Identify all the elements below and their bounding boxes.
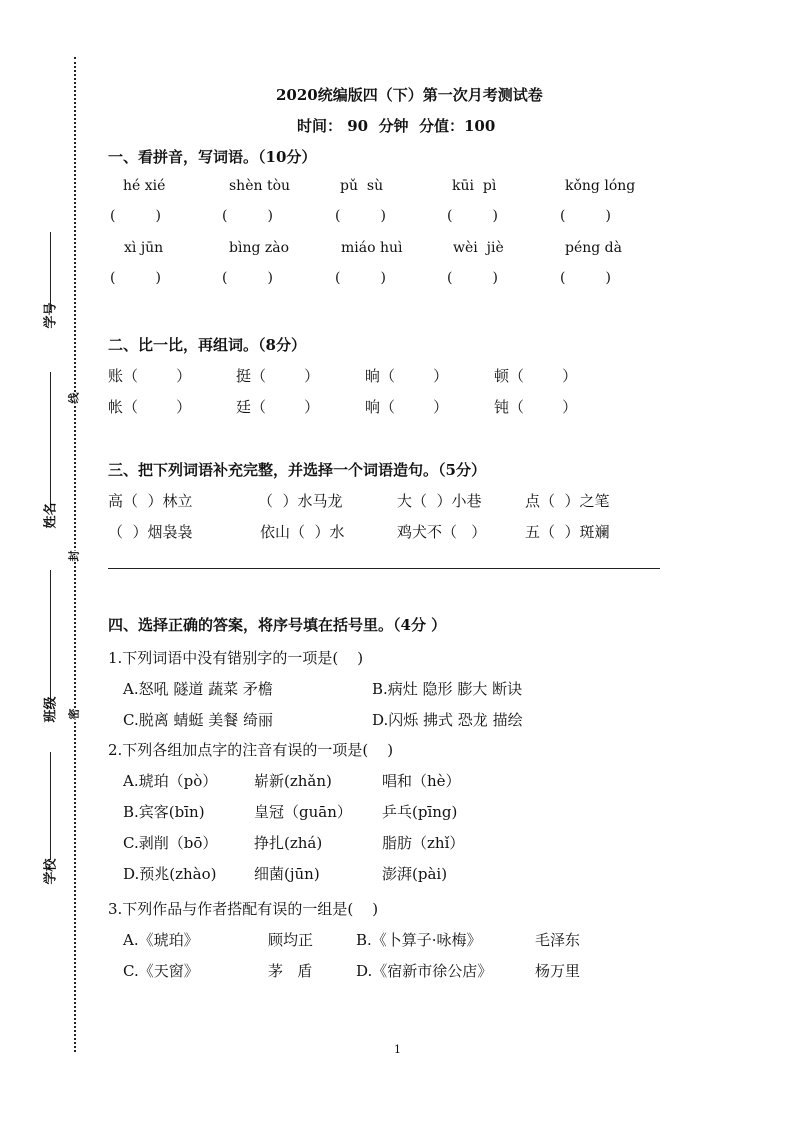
pinyin-xijun: xì jūn [124, 240, 164, 256]
q2-option-a-word2: 崭新(zhǎn) [254, 772, 332, 790]
class-line [50, 570, 51, 708]
school-line [50, 752, 51, 860]
q1-option-a[interactable]: A.怒吼 隧道 蔬菜 矛檐 [123, 680, 273, 698]
compare-item[interactable]: 顿（ ） [494, 367, 578, 385]
q2-option-a[interactable]: A.琥珀（pò） [123, 772, 218, 790]
pinyin-pengda: péng dà [565, 240, 622, 256]
compare-item[interactable]: 廷（ ） [236, 398, 320, 416]
answer-blank[interactable]: ( ) [335, 208, 386, 224]
idiom-item[interactable]: 高（ ）林立 [108, 492, 193, 510]
q3-option-b-work[interactable]: B.《卜算子·咏梅》 [356, 931, 482, 949]
q2-option-b-word2: 皇冠（guān） [254, 803, 352, 821]
q3-option-b-author: 毛泽东 [535, 931, 581, 949]
pinyin-miaohui: miáo huì [341, 240, 403, 256]
answer-blank[interactable]: ( ) [335, 270, 386, 286]
q2-option-d-word3: 澎湃(pài) [382, 865, 448, 883]
q3-option-c-author: 茅 盾 [268, 962, 313, 980]
student-id-label: 学号 [43, 302, 59, 329]
idiom-item[interactable]: 点（ ）之笔 [525, 492, 610, 510]
idiom-item[interactable]: 鸡犬不（ ） [397, 523, 487, 541]
pinyin-bingzao: bìng zào [229, 240, 290, 256]
compare-item[interactable]: 账（ ） [108, 367, 192, 385]
compare-item[interactable]: 挺（ ） [236, 367, 320, 385]
q2-option-c[interactable]: C.剥削（bō） [123, 834, 218, 852]
section1-heading: 一、看拼音，写词语。（10分） [108, 148, 317, 166]
page-number: 1 [394, 1043, 401, 1056]
student-id-line [50, 232, 51, 310]
compare-item[interactable]: 响（ ） [365, 398, 449, 416]
pinyin-weijie: wèi jiè [453, 240, 504, 256]
q2-option-b-word3: 乒乓(pīng) [382, 803, 458, 821]
answer-blank[interactable]: ( ) [447, 208, 498, 224]
idiom-item[interactable]: （ ）烟袅袅 [108, 523, 193, 541]
pinyin-hexie: hé xié [123, 178, 166, 194]
answer-blank[interactable]: ( ) [447, 270, 498, 286]
q2-option-d[interactable]: D.预兆(zhào) [123, 865, 217, 883]
q3-option-a-work[interactable]: A.《琥珀》 [123, 931, 199, 949]
name-line [50, 372, 51, 508]
section3-heading: 三、把下列词语补充完整，并选择一个词语造句。（5分） [108, 461, 486, 479]
name-label: 姓名 [43, 502, 59, 529]
answer-blank[interactable]: ( ) [560, 270, 611, 286]
pinyin-konglong: kǒng lóng [565, 178, 636, 194]
pinyin-shentou: shèn tòu [229, 178, 291, 194]
q3-option-c-work[interactable]: C.《天窗》 [123, 962, 199, 980]
seal-char-mi: 密 [67, 708, 81, 720]
q3-option-a-author: 顾均正 [268, 931, 314, 949]
q3-option-d-work[interactable]: D.《宿新市徐公店》 [356, 962, 493, 980]
pinyin-kuipi: kūi pì [452, 178, 497, 194]
exam-title: 2020统编版四（下）第一次月考测试卷 [276, 86, 543, 104]
idiom-item[interactable]: 依山（ ）水 [260, 523, 345, 541]
q2-option-a-word3: 唱和（hè） [382, 772, 461, 790]
idiom-item[interactable]: 大（ ）小巷 [397, 492, 482, 510]
q1-option-b[interactable]: B.病灶 隐形 膨大 断诀 [372, 680, 523, 698]
sentence-writing-line[interactable] [108, 568, 660, 569]
q2-option-b[interactable]: B.宾客(bīn) [123, 803, 205, 821]
exam-subtitle: 时间： 90 分钟 分值：100 [297, 117, 496, 135]
class-label: 班级 [43, 696, 59, 723]
q1-option-c[interactable]: C.脱离 蜻蜓 美餐 绮丽 [123, 711, 274, 729]
answer-blank[interactable]: ( ) [560, 208, 611, 224]
answer-blank[interactable]: ( ) [222, 208, 273, 224]
section4-heading: 四、选择正确的答案，将序号填在括号里。（4分 ） [108, 616, 447, 634]
compare-item[interactable]: 帐（ ） [108, 398, 192, 416]
q2-stem: 2.下列各组加点字的注音有误的一项是( ) [108, 741, 394, 759]
q2-option-c-word3: 脂肪（zhǐ） [382, 834, 465, 852]
school-label: 学校 [43, 858, 59, 885]
q2-option-c-word2: 挣扎(zhá) [254, 834, 323, 852]
q3-option-d-author: 杨万里 [535, 962, 581, 980]
answer-blank[interactable]: ( ) [110, 270, 161, 286]
answer-blank[interactable]: ( ) [110, 208, 161, 224]
section2-heading: 二、比一比，再组词。（8分） [108, 336, 306, 354]
answer-blank[interactable]: ( ) [222, 270, 273, 286]
pinyin-pusu: pǔ sù [340, 178, 384, 194]
seal-char-feng: 封 [67, 550, 81, 562]
seal-char-xian: 线 [67, 392, 81, 404]
compare-item[interactable]: 晌（ ） [365, 367, 449, 385]
idiom-item[interactable]: 五（ ）斑斓 [525, 523, 610, 541]
q2-option-d-word2: 细菌(jūn) [254, 865, 320, 883]
q3-stem: 3.下列作品与作者搭配有误的一组是( ) [108, 900, 379, 918]
q1-stem: 1.下列词语中没有错别字的一项是( ) [108, 649, 364, 667]
compare-item[interactable]: 钝（ ） [494, 398, 578, 416]
idiom-item[interactable]: （ ）水马龙 [258, 492, 343, 510]
q1-option-d[interactable]: D.闪烁 拂式 恐龙 描绘 [372, 711, 523, 729]
